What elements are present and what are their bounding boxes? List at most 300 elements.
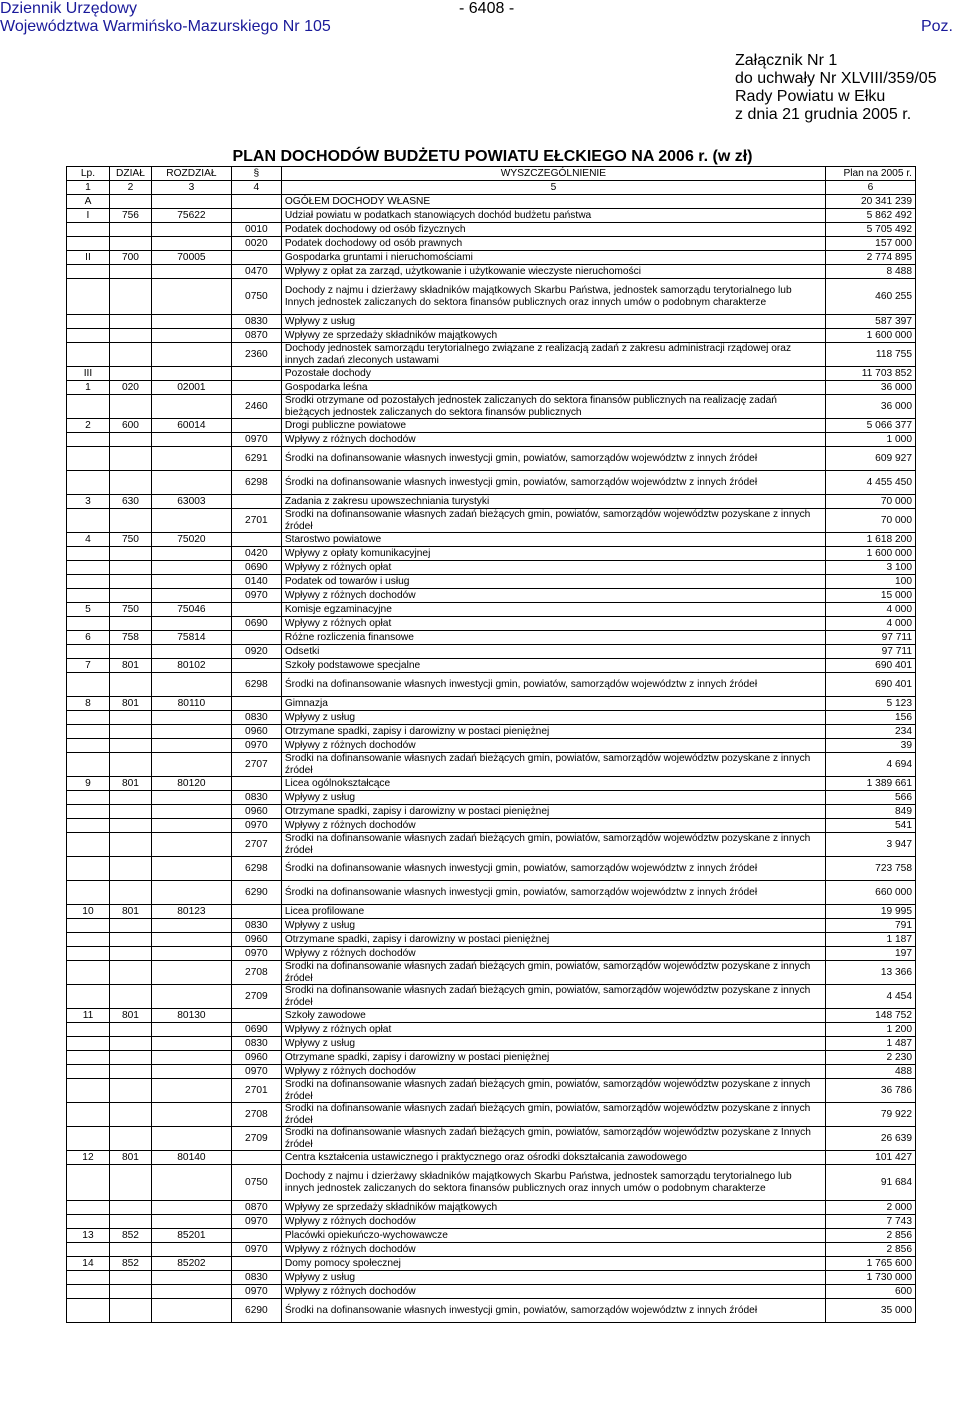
cell-description: Otrzymane spadki, zapisy i darowizny w postaci pieniężnej <box>281 805 825 819</box>
cell-description: Wpływy z różnych opłat <box>281 1023 825 1037</box>
cell-description: Dochody z najmu i dzierżawy składników majątkowych Skarbu Państwa, jednostek samorządu terytorialnego lub Innych jednostek zaliczanych do sektora finansów publicznych oraz innych umów o podobnym charakterze <box>281 279 825 315</box>
cell-paragraph: 6298 <box>231 673 281 697</box>
cell-lp <box>67 1215 110 1229</box>
cell-description: Środki na dofinansowanie własnych inwestycji gmin, powiatów, samorządów województw z innych źródeł <box>281 1299 825 1323</box>
cell-plan: 100 <box>826 575 916 589</box>
table-row <box>67 631 916 645</box>
cell-description: Wpływy z różnych dochodów <box>281 819 825 833</box>
cell-rozdzial <box>151 433 231 447</box>
document-title: PLAN DOCHODÓW BUDŻETU POWIATU EŁCKIEGO NA 2006 r. (w zł) <box>232 148 753 165</box>
cell-plan: 566 <box>826 791 916 805</box>
cell-paragraph: 0420 <box>231 547 281 561</box>
cell-rozdzial <box>151 1215 231 1229</box>
cell-lp <box>67 547 110 561</box>
cell-lp <box>67 1271 110 1285</box>
cell-paragraph: 0970 <box>231 589 281 603</box>
cell-description: Starostwo powiatowe <box>281 533 825 547</box>
cell-dzial <box>109 1215 151 1229</box>
table-row <box>67 1257 916 1271</box>
cell-dzial <box>109 223 151 237</box>
cell-rozdzial <box>151 645 231 659</box>
cell-paragraph: 0140 <box>231 575 281 589</box>
cell-dzial <box>109 547 151 561</box>
cell-dzial <box>109 805 151 819</box>
table-row <box>67 1201 916 1215</box>
cell-plan: 19 995 <box>826 905 916 919</box>
cell-description: Wpływy z różnych opłat <box>281 561 825 575</box>
cell-rozdzial <box>151 933 231 947</box>
cell-rozdzial <box>151 919 231 933</box>
cell-rozdzial: 75046 <box>151 603 231 617</box>
cell-description: Wpływy z różnych dochodów <box>281 1243 825 1257</box>
cell-rozdzial: 02001 <box>151 381 231 395</box>
table-row <box>67 645 916 659</box>
cell-plan: 4 694 <box>826 753 916 777</box>
cell-dzial <box>109 1271 151 1285</box>
cell-plan: 1 487 <box>826 1037 916 1051</box>
cell-rozdzial <box>151 367 231 381</box>
cell-plan: 70 000 <box>826 495 916 509</box>
cell-plan: 1 730 000 <box>826 1271 916 1285</box>
cell-rozdzial <box>151 805 231 819</box>
table-row <box>67 881 916 905</box>
cell-plan: 791 <box>826 919 916 933</box>
cell-plan: 8 488 <box>826 265 916 279</box>
cell-lp <box>67 933 110 947</box>
cell-dzial: 801 <box>109 777 151 791</box>
table-row <box>67 947 916 961</box>
cell-rozdzial: 80102 <box>151 659 231 673</box>
cell-dzial: 801 <box>109 1009 151 1023</box>
cell-paragraph: 0970 <box>231 1065 281 1079</box>
cell-rozdzial <box>151 833 231 857</box>
cell-rozdzial: 80130 <box>151 1009 231 1023</box>
cell-lp <box>67 223 110 237</box>
cell-paragraph: 0010 <box>231 223 281 237</box>
cell-description: Środki na dofinansowanie własnych zadań bieżących gmin, powiatów, samorządów województw pozyskane z innych źródeł <box>281 509 825 533</box>
cell-paragraph: 0830 <box>231 919 281 933</box>
col-header-dzial: DZIAŁ <box>109 167 151 181</box>
cell-lp <box>67 279 110 315</box>
cell-paragraph: 2460 <box>231 395 281 419</box>
cell-lp <box>67 561 110 575</box>
cell-plan: 1 618 200 <box>826 533 916 547</box>
cell-plan: 2 856 <box>826 1243 916 1257</box>
cell-plan: 690 401 <box>826 659 916 673</box>
cell-paragraph: 0960 <box>231 805 281 819</box>
cell-plan: 1 600 000 <box>826 329 916 343</box>
cell-dzial <box>109 1023 151 1037</box>
cell-rozdzial: 75814 <box>151 631 231 645</box>
cell-description: Udział powiatu w podatkach stanowiących dochód budżetu państwa <box>281 209 825 223</box>
cell-description: Szkoły podstawowe specjalne <box>281 659 825 673</box>
cell-dzial <box>109 857 151 881</box>
cell-paragraph: 0830 <box>231 711 281 725</box>
cell-rozdzial <box>151 447 231 471</box>
cell-paragraph: 0960 <box>231 1051 281 1065</box>
cell-paragraph: 2701 <box>231 509 281 533</box>
cell-lp: 7 <box>67 659 110 673</box>
cell-lp <box>67 329 110 343</box>
cell-description: Wpływy z różnych opłat <box>281 617 825 631</box>
cell-dzial: 756 <box>109 209 151 223</box>
cell-paragraph <box>231 1009 281 1023</box>
cell-description: Wpływy z usług <box>281 1271 825 1285</box>
cell-paragraph: 0830 <box>231 1037 281 1051</box>
cell-lp: 6 <box>67 631 110 645</box>
cell-description: Wpływy z różnych dochodów <box>281 1215 825 1229</box>
table-row <box>67 1229 916 1243</box>
cell-dzial <box>109 265 151 279</box>
cell-description: Gospodarka gruntami i nieruchomościami <box>281 251 825 265</box>
cell-description: Gospodarka leśna <box>281 381 825 395</box>
table-row <box>67 471 916 495</box>
cell-lp <box>67 1023 110 1037</box>
col-number: 1 <box>67 181 110 195</box>
cell-paragraph: 0970 <box>231 819 281 833</box>
cell-lp <box>67 753 110 777</box>
cell-lp <box>67 575 110 589</box>
table-row <box>67 433 916 447</box>
table-row <box>67 1299 916 1323</box>
table-row <box>67 1243 916 1257</box>
cell-dzial <box>109 237 151 251</box>
cell-description: Środki na dofinansowanie własnych inwestycji gmin, powiatów, samorządów województw z innych źródeł <box>281 857 825 881</box>
cell-lp: 2 <box>67 419 110 433</box>
cell-paragraph: 6290 <box>231 1299 281 1323</box>
cell-rozdzial <box>151 1271 231 1285</box>
budget-table <box>66 166 916 1323</box>
cell-dzial <box>109 195 151 209</box>
cell-plan: 1 600 000 <box>826 547 916 561</box>
cell-plan: 197 <box>826 947 916 961</box>
col-header-paragraph: § <box>231 167 281 181</box>
cell-lp <box>67 265 110 279</box>
annex-block <box>735 52 937 124</box>
cell-rozdzial <box>151 395 231 419</box>
cell-description: Podatek od towarów i usług <box>281 575 825 589</box>
cell-description: OGÓŁEM DOCHODY WŁASNE <box>281 195 825 209</box>
col-number: 6 <box>826 181 916 195</box>
cell-dzial: 600 <box>109 419 151 433</box>
cell-plan: 79 922 <box>826 1103 916 1127</box>
cell-rozdzial <box>151 1243 231 1257</box>
page-header <box>0 0 960 36</box>
cell-rozdzial <box>151 471 231 495</box>
cell-description: Środki na dofinansowanie własnych inwestycji gmin, powiatów, samorządów województw z innych źródeł <box>281 447 825 471</box>
table-header-row <box>67 167 916 181</box>
cell-dzial <box>109 947 151 961</box>
cell-lp: 10 <box>67 905 110 919</box>
table-row <box>67 1103 916 1127</box>
table-row <box>67 725 916 739</box>
cell-plan: 2 000 <box>826 1201 916 1215</box>
cell-lp: 12 <box>67 1151 110 1165</box>
cell-lp: 13 <box>67 1229 110 1243</box>
cell-description: Wpływy z różnych dochodów <box>281 589 825 603</box>
cell-dzial: 020 <box>109 381 151 395</box>
cell-description: Licea profilowane <box>281 905 825 919</box>
cell-rozdzial <box>151 1165 231 1201</box>
cell-paragraph <box>231 367 281 381</box>
cell-description: Środki na dofinansowanie własnych zadań bieżących gmin, powiatów, samorządów województw pozyskane z innych źródeł <box>281 1079 825 1103</box>
table-row <box>67 1079 916 1103</box>
cell-description: Zadania z zakresu upowszechniania turystyki <box>281 495 825 509</box>
cell-plan: 35 000 <box>826 1299 916 1323</box>
cell-rozdzial <box>151 237 231 251</box>
cell-plan: 2 774 895 <box>826 251 916 265</box>
cell-dzial <box>109 961 151 985</box>
table-row <box>67 617 916 631</box>
cell-dzial: 758 <box>109 631 151 645</box>
cell-rozdzial: 85201 <box>151 1229 231 1243</box>
cell-rozdzial <box>151 739 231 753</box>
cell-paragraph <box>231 1151 281 1165</box>
cell-paragraph: 2707 <box>231 833 281 857</box>
cell-dzial <box>109 471 151 495</box>
cell-rozdzial <box>151 1285 231 1299</box>
cell-paragraph: 6298 <box>231 471 281 495</box>
cell-plan: 7 743 <box>826 1215 916 1229</box>
cell-lp <box>67 819 110 833</box>
cell-lp <box>67 673 110 697</box>
cell-description: Wpływy z różnych dochodów <box>281 1285 825 1299</box>
cell-rozdzial: 85202 <box>151 1257 231 1271</box>
table-row <box>67 985 916 1009</box>
cell-description: Pozostałe dochody <box>281 367 825 381</box>
cell-description: Szkoły zawodowe <box>281 1009 825 1023</box>
cell-lp <box>67 725 110 739</box>
cell-rozdzial: 80110 <box>151 697 231 711</box>
cell-lp: III <box>67 367 110 381</box>
cell-plan: 15 000 <box>826 589 916 603</box>
cell-paragraph: 0970 <box>231 1243 281 1257</box>
cell-paragraph: 0970 <box>231 433 281 447</box>
cell-rozdzial: 63003 <box>151 495 231 509</box>
cell-plan: 4 454 <box>826 985 916 1009</box>
table-row <box>67 575 916 589</box>
cell-rozdzial <box>151 1299 231 1323</box>
annex-line: Rady Powiatu w Ełku <box>735 88 886 105</box>
table-row <box>67 673 916 697</box>
cell-paragraph: 0960 <box>231 933 281 947</box>
cell-plan: 97 711 <box>826 645 916 659</box>
cell-lp <box>67 315 110 329</box>
cell-lp <box>67 447 110 471</box>
cell-description: Licea ogólnokształcące <box>281 777 825 791</box>
cell-rozdzial <box>151 547 231 561</box>
cell-plan: 460 255 <box>826 279 916 315</box>
cell-description: Wpływy z opłaty komunikacyjnej <box>281 547 825 561</box>
cell-plan: 4 455 450 <box>826 471 916 495</box>
cell-plan: 723 758 <box>826 857 916 881</box>
col-header-rozdzial: ROZDZIAŁ <box>151 167 231 181</box>
cell-rozdzial <box>151 343 231 367</box>
cell-paragraph <box>231 905 281 919</box>
cell-rozdzial <box>151 195 231 209</box>
cell-paragraph <box>231 631 281 645</box>
cell-dzial <box>109 833 151 857</box>
cell-dzial <box>109 1165 151 1201</box>
cell-plan: 2 856 <box>826 1229 916 1243</box>
cell-rozdzial: 80120 <box>151 777 231 791</box>
cell-description: Wpływy z usług <box>281 315 825 329</box>
cell-paragraph: 0470 <box>231 265 281 279</box>
cell-plan: 609 927 <box>826 447 916 471</box>
table-body <box>67 195 916 1323</box>
cell-lp <box>67 947 110 961</box>
cell-plan: 2 230 <box>826 1051 916 1065</box>
cell-dzial <box>109 395 151 419</box>
table-row <box>67 1285 916 1299</box>
cell-paragraph: 2709 <box>231 985 281 1009</box>
cell-dzial <box>109 589 151 603</box>
cell-plan: 13 366 <box>826 961 916 985</box>
cell-lp <box>67 617 110 631</box>
cell-lp <box>67 645 110 659</box>
table-row <box>67 1151 916 1165</box>
cell-lp <box>67 1103 110 1127</box>
cell-paragraph <box>231 195 281 209</box>
table-row <box>67 533 916 547</box>
table-row <box>67 833 916 857</box>
cell-paragraph: 2360 <box>231 343 281 367</box>
cell-lp: 1 <box>67 381 110 395</box>
cell-plan: 157 000 <box>826 237 916 251</box>
cell-plan: 36 000 <box>826 395 916 419</box>
cell-lp <box>67 961 110 985</box>
cell-plan: 5 123 <box>826 697 916 711</box>
cell-description: Środki na dofinansowanie własnych zadań bieżących gmin, powiatów, samorządów województw pozyskane z Innych źródeł <box>281 1127 825 1151</box>
cell-paragraph: 2707 <box>231 753 281 777</box>
cell-plan: 36 786 <box>826 1079 916 1103</box>
cell-lp <box>67 833 110 857</box>
table-row <box>67 329 916 343</box>
table-row <box>67 1127 916 1151</box>
table-row <box>67 857 916 881</box>
cell-description: Wpływy ze sprzedaży składników majątkowych <box>281 329 825 343</box>
cell-paragraph: 0690 <box>231 617 281 631</box>
cell-plan: 5 066 377 <box>826 419 916 433</box>
col-header-description: WYSZCZEGÓLNIENIE <box>281 167 825 181</box>
cell-rozdzial <box>151 1037 231 1051</box>
cell-description: Centra kształcenia ustawicznego i praktycznego oraz ośrodki dokształcania zawodowego <box>281 1151 825 1165</box>
cell-dzial <box>109 279 151 315</box>
table-row <box>67 1065 916 1079</box>
col-number: 3 <box>151 181 231 195</box>
table-row <box>67 265 916 279</box>
cell-paragraph <box>231 777 281 791</box>
cell-lp: 11 <box>67 1009 110 1023</box>
cell-lp <box>67 471 110 495</box>
table-row <box>67 237 916 251</box>
journal-title <box>0 0 331 36</box>
cell-dzial: 801 <box>109 1151 151 1165</box>
cell-description: Wpływy z opłat za zarząd, użytkowanie i użytkowanie wieczyste nieruchomości <box>281 265 825 279</box>
cell-description: Wpływy z różnych dochodów <box>281 433 825 447</box>
cell-rozdzial <box>151 329 231 343</box>
cell-plan: 20 341 239 <box>826 195 916 209</box>
cell-rozdzial: 80123 <box>151 905 231 919</box>
cell-lp <box>67 711 110 725</box>
cell-lp <box>67 1201 110 1215</box>
col-number: 5 <box>281 181 825 195</box>
cell-paragraph: 2701 <box>231 1079 281 1103</box>
cell-plan: 660 000 <box>826 881 916 905</box>
table-row <box>67 919 916 933</box>
journal-name: Dziennik Urzędowy <box>0 0 137 17</box>
cell-rozdzial: 60014 <box>151 419 231 433</box>
cell-plan: 1 000 <box>826 433 916 447</box>
cell-paragraph: 0750 <box>231 1165 281 1201</box>
annex-line: Załącznik Nr 1 <box>735 52 838 69</box>
cell-paragraph <box>231 209 281 223</box>
cell-dzial <box>109 1243 151 1257</box>
cell-description: Gimnazja <box>281 697 825 711</box>
table-row <box>67 1023 916 1037</box>
cell-lp <box>67 1127 110 1151</box>
cell-description: Wpływy z usług <box>281 919 825 933</box>
cell-dzial <box>109 985 151 1009</box>
cell-dzial <box>109 711 151 725</box>
table-row <box>67 739 916 753</box>
cell-plan: 600 <box>826 1285 916 1299</box>
table-row <box>67 777 916 791</box>
cell-description: Drogi publiczne powiatowe <box>281 419 825 433</box>
cell-paragraph: 0970 <box>231 947 281 961</box>
cell-lp <box>67 343 110 367</box>
cell-rozdzial <box>151 1127 231 1151</box>
cell-dzial <box>109 933 151 947</box>
cell-plan: 97 711 <box>826 631 916 645</box>
cell-dzial <box>109 753 151 777</box>
cell-dzial: 801 <box>109 697 151 711</box>
table-row <box>67 1051 916 1065</box>
cell-plan: 70 000 <box>826 509 916 533</box>
table-row <box>67 547 916 561</box>
cell-plan: 234 <box>826 725 916 739</box>
cell-description: Podatek dochodowy od osób fizycznych <box>281 223 825 237</box>
table-row <box>67 697 916 711</box>
cell-description: Dochody z najmu i dzierżawy składników majątkowych Skarbu Państwa, jednostek samorządu terytorialnego lub innych jednostek zaliczanych do sektora finansów publicznych oraz innych umów o podobnym charakterze <box>281 1165 825 1201</box>
cell-lp: 5 <box>67 603 110 617</box>
cell-paragraph: 0920 <box>231 645 281 659</box>
cell-dzial <box>109 329 151 343</box>
cell-dzial <box>109 819 151 833</box>
cell-lp <box>67 237 110 251</box>
cell-dzial: 852 <box>109 1229 151 1243</box>
cell-dzial <box>109 367 151 381</box>
cell-description: Środki na dofinansowanie własnych inwestycji gmin, powiatów, samorządów województw z innych źródeł <box>281 673 825 697</box>
cell-dzial <box>109 791 151 805</box>
cell-rozdzial <box>151 1023 231 1037</box>
table-row <box>67 381 916 395</box>
cell-paragraph: 0970 <box>231 1215 281 1229</box>
cell-lp: 3 <box>67 495 110 509</box>
col-number: 4 <box>231 181 281 195</box>
cell-rozdzial <box>151 857 231 881</box>
cell-lp <box>67 1285 110 1299</box>
cell-plan: 587 397 <box>826 315 916 329</box>
cell-lp: A <box>67 195 110 209</box>
col-header-lp: Lp. <box>67 167 110 181</box>
cell-plan: 1 200 <box>826 1023 916 1037</box>
cell-dzial <box>109 1285 151 1299</box>
cell-dzial <box>109 1299 151 1323</box>
cell-paragraph: 2708 <box>231 961 281 985</box>
cell-paragraph <box>231 533 281 547</box>
cell-dzial <box>109 1103 151 1127</box>
